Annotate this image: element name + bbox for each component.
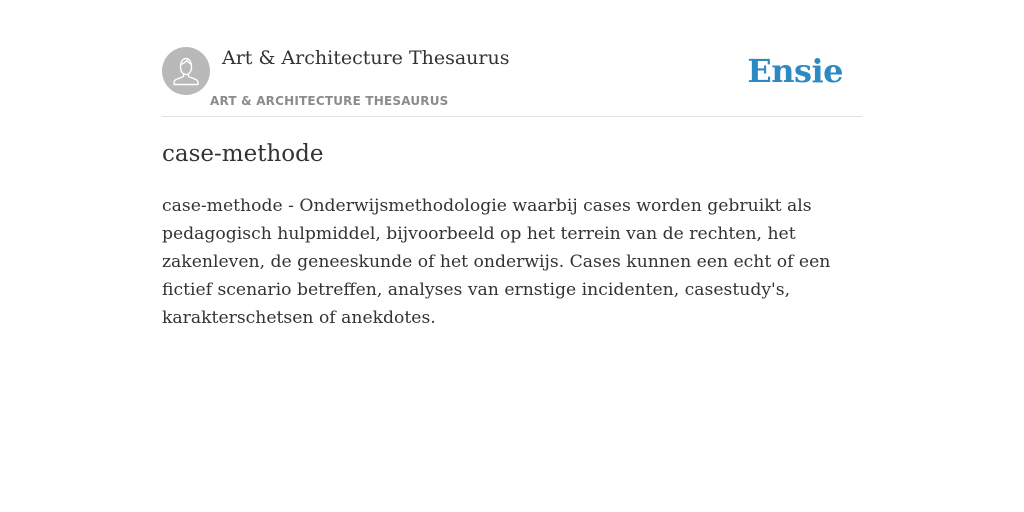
source-name-link[interactable]: ART & ARCHITECTURE THESAURUS [210,94,449,108]
ensie-logo-link[interactable]: Ensie [747,52,843,90]
entry-definition: case-methode - Onderwijsmethodologie waarbij cases worden gebruikt als pedagogisch hulpmiddel, bijvoorbeeld op het terrein van de rechten, het zakenleven, de geneeskunde of het onderwijs. Cases kunnen een echt of een fictief scenario betreffen, analyses van ernstige incidenten, casestudy's, karakterschetsen of anekdotes. [162,196,831,328]
entry-title: case-methode [162,141,324,167]
author-name-link[interactable]: Art & Architecture Thesaurus [222,47,510,69]
entry-header [162,46,862,117]
user-silhouette-icon [162,47,210,95]
author-avatar[interactable] [162,47,210,95]
